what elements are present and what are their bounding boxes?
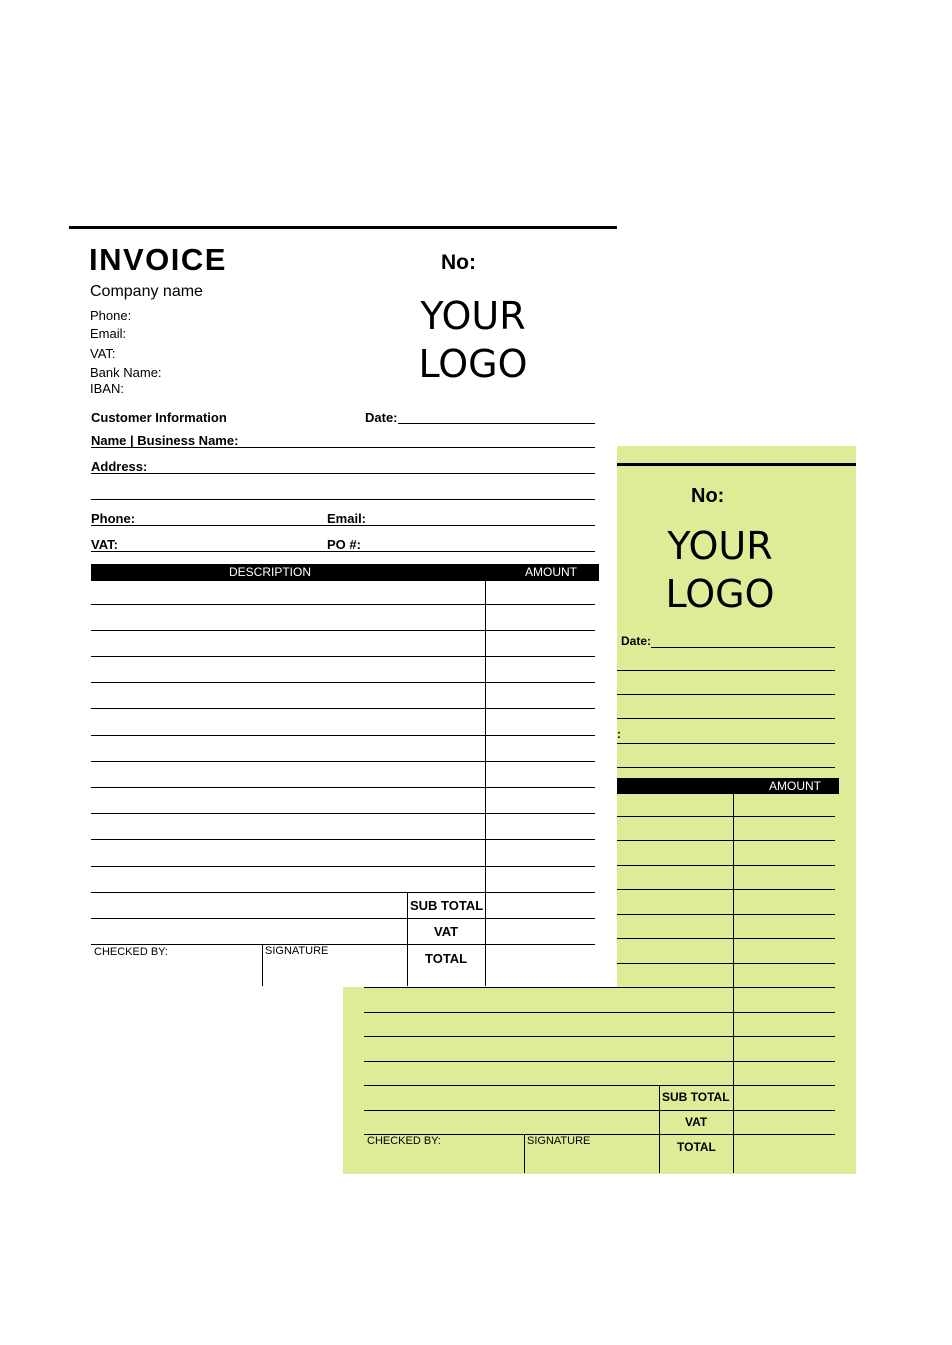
signature-divider <box>262 944 263 986</box>
copy-logo-line1: YOUR <box>667 524 773 568</box>
item-line <box>91 735 595 736</box>
name-label: Name | Business Name: <box>91 433 239 448</box>
amount-header: AMOUNT <box>525 565 577 579</box>
customer-info-heading: Customer Information <box>91 410 227 425</box>
vat-total-label: VAT <box>434 924 459 939</box>
item-line <box>91 944 595 945</box>
address-label: Address: <box>91 459 148 474</box>
copy-number-label: No: <box>691 485 725 507</box>
item-line <box>91 682 595 683</box>
company-phone-label: Phone: <box>90 308 132 323</box>
item-line <box>91 630 595 631</box>
signature-label: SIGNATURE <box>265 945 329 957</box>
copy-partial-label: : <box>617 727 621 741</box>
item-line <box>91 839 595 840</box>
address-line <box>91 473 595 474</box>
date-label: Date: <box>365 410 398 425</box>
total-label: TOTAL <box>425 951 468 966</box>
copy-subtotal-label: SUB TOTAL <box>662 1090 730 1104</box>
item-line <box>91 656 595 657</box>
name-line <box>91 447 595 448</box>
copy-total-label: TOTAL <box>677 1140 716 1154</box>
subtotal-label: SUB TOTAL <box>410 898 484 913</box>
company-iban-label: IBAN: <box>90 381 124 396</box>
amount-column-divider <box>485 580 486 986</box>
copy-vat-total-label: VAT <box>685 1115 708 1129</box>
item-line <box>91 892 595 893</box>
vat-po-line <box>91 551 595 552</box>
po-label: PO #: <box>327 537 361 552</box>
email-label: Email: <box>327 511 367 526</box>
address-line-2 <box>91 499 595 500</box>
company-name: Company name <box>90 283 203 300</box>
company-bank-label: Bank Name: <box>90 365 162 380</box>
copy-signature-label: SIGNATURE <box>527 1135 591 1147</box>
vat-label: VAT: <box>91 537 118 552</box>
copy-amount-header: AMOUNT <box>769 779 821 793</box>
checked-by-label: CHECKED BY: <box>94 946 168 958</box>
company-vat-label: VAT: <box>90 346 116 361</box>
items-table-header <box>91 564 599 581</box>
totals-column-divider <box>407 892 408 986</box>
copy-date-label: Date: <box>621 634 652 648</box>
logo-placeholder <box>393 292 553 388</box>
logo-line1: YOUR <box>420 294 526 338</box>
item-line <box>91 787 595 788</box>
item-line <box>91 918 595 919</box>
logo-line2: LOGO <box>418 342 528 386</box>
copy-checked-by-label: CHECKED BY: <box>367 1135 441 1147</box>
company-email-label: Email: <box>90 326 127 341</box>
item-line <box>91 604 595 605</box>
invoice-title: INVOICE <box>89 242 227 277</box>
invoice-number-label: No: <box>441 251 476 274</box>
invoice-top-rule <box>69 226 617 229</box>
item-line <box>91 761 595 762</box>
item-line <box>91 708 595 709</box>
phone-label: Phone: <box>91 511 136 526</box>
description-header: DESCRIPTION <box>229 565 312 579</box>
copy-logo-line2: LOGO <box>665 572 775 616</box>
phone-email-line <box>91 525 595 526</box>
date-line <box>398 423 595 424</box>
item-line <box>91 866 595 867</box>
item-line <box>91 813 595 814</box>
